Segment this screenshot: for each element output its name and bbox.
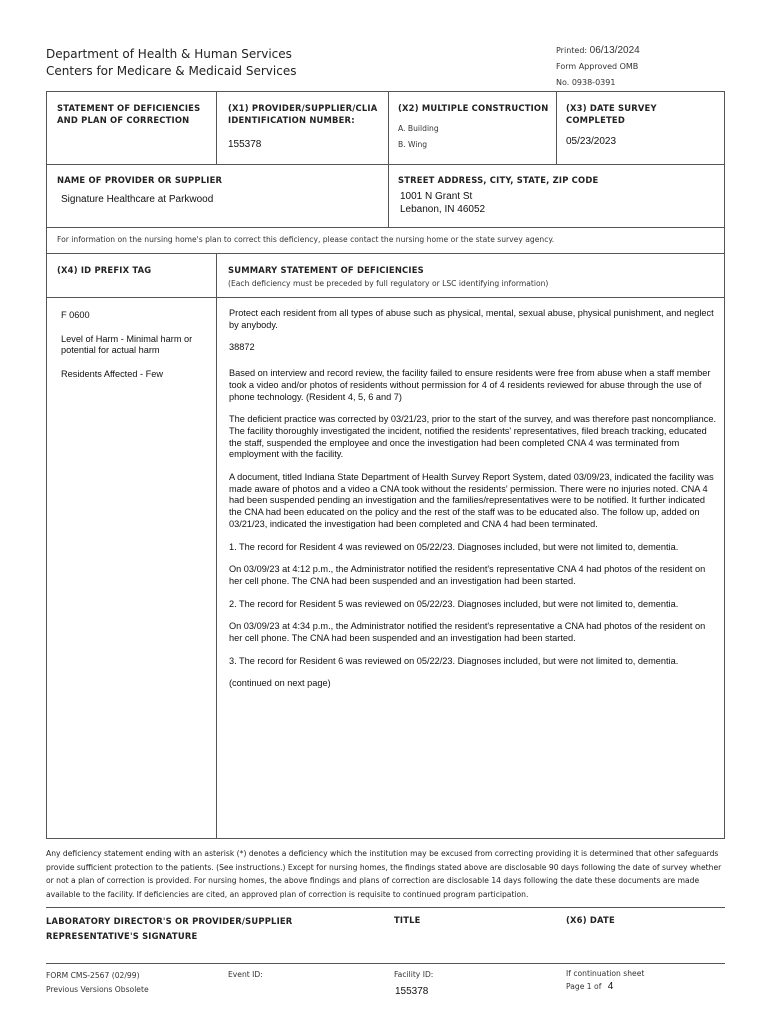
agency-header	[46, 46, 296, 80]
paragraph: A document, titled Indiana State Department of Health Survey Report System, dated 03/09/23, indicated the facility was made aware of photos and a video a CNA took without the residents' permission. There were no injuries noted. CNA 4 had been suspended pending an investigation and the families/representatives were to be notified. It further indicated the CNA had been educated on the policy and the rest of the staff was to be educated also. The follow up, added on 03/21/23, indicated the investigation had been completed and CNA 4 had been terminated.	[229, 472, 714, 529]
address-line-2: Lebanon, IN 46052	[400, 204, 486, 215]
paragraph: 2. The record for Resident 5 was reviewed on 05/22/23. Diagnoses included, but were not limited to, dementia.	[229, 598, 679, 609]
summary-sublabel: (Each deficiency must be preceded by full regulatory or LSC identifying information)	[228, 279, 549, 288]
form-approved-text: Form Approved OMB	[556, 62, 639, 71]
address-label: STREET ADDRESS, CITY, STATE, ZIP CODE	[398, 175, 599, 185]
title-label: TITLE	[394, 915, 421, 925]
paragraph: 1. The record for Resident 4 was reviewed on 05/22/23. Diagnoses included, but were not limited to, dementia.	[229, 541, 679, 552]
facility-id-value: 155378	[395, 986, 429, 997]
x2-wing: B. Wing	[398, 140, 428, 149]
x1-label: (X1) PROVIDER/SUPPLIER/CLIA IDENTIFICATION NUMBER:	[228, 103, 378, 125]
residents-affected: Residents Affected - Few	[61, 369, 163, 380]
info-line: For information on the nursing home's plan to correct this deficiency, please contact the nursing home or the state survey agency.	[57, 235, 555, 244]
address-line-1: 1001 N Grant St	[400, 191, 473, 202]
event-id-label: Event ID:	[228, 970, 263, 979]
harm-level: Level of Harm - Minimal harm or potential for actual harm	[61, 333, 193, 356]
paragraph: On 03/09/23 at 4:12 p.m., the Administrator notified the resident's representative CNA 4 had photos of the resident on her cell phone. The CNA had been suspended and an investigation had been started.	[229, 564, 706, 586]
x3-survey-date: 05/23/2023	[566, 136, 617, 147]
paragraph: 3. The record for Resident 6 was reviewed on 05/22/23. Diagnoses included, but were not limited to, dementia.	[229, 655, 679, 666]
x1-provider-number: 155378	[228, 139, 262, 150]
x2-label: (X2) MULTIPLE CONSTRUCTION	[398, 103, 549, 113]
previous-versions: Previous Versions Obsolete	[46, 985, 149, 994]
form-approval-block	[556, 44, 640, 89]
x3-label: (X3) DATE SURVEY COMPLETED	[566, 103, 657, 125]
form-info	[46, 969, 149, 997]
tag-column	[61, 310, 211, 381]
director-signature-label: LABORATORY DIRECTOR'S OR PROVIDER/SUPPLIER REPRESENTATIVE'S SIGNATURE	[46, 916, 293, 941]
page-label: Page 1 of	[566, 982, 602, 991]
paragraph: On 03/09/23 at 4:34 p.m., the Administrator notified the resident's representative a CNA had photos of the resident on her cell phone. The CNA had been suspended and an investigation had been started.	[229, 621, 706, 644]
dept-line-1: Department of Health & Human Services	[46, 47, 292, 61]
provider-name: Signature Healthcare at Parkwood	[61, 194, 214, 205]
page-info	[566, 967, 644, 993]
deficiency-statement	[229, 308, 717, 701]
printed-label: Printed:	[556, 46, 588, 55]
paragraph: Protect each resident from all types of abuse such as physical, mental, sexual abuse, physical punishment, and neglect by anybody.	[229, 308, 714, 330]
paragraph: 38872	[229, 342, 255, 353]
printed-date: 06/13/2024	[589, 45, 640, 56]
provider-name-label: NAME OF PROVIDER OR SUPPLIER	[57, 175, 223, 185]
dept-line-2: Centers for Medicare & Medicaid Services	[46, 64, 297, 78]
x4-label: (X4) ID PREFIX TAG	[57, 265, 152, 275]
x2-building: A. Building	[398, 124, 439, 133]
paragraph: Based on interview and record review, the facility failed to ensure residents were free from abuse when a staff member took a video and/or photos of residents without permission for 4 of 4 residents reviewed for abuse through the use of phone technology. (Resident 4, 5, 6 and 7)	[229, 368, 711, 402]
page-total: 4	[607, 981, 614, 992]
statement-label: STATEMENT OF DEFICIENCIES AND PLAN OF CORRECTION	[57, 103, 201, 125]
continued-note: (continued on next page)	[229, 678, 331, 689]
facility-id-label: Facility ID:	[394, 970, 434, 979]
form-number: FORM CMS-2567 (02/99)	[46, 971, 140, 980]
disclaimer-text: Any deficiency statement ending with an asterisk (*) denotes a deficiency which the institution may be excused from correcting providing it is determined that other safeguards provide sufficient protection to the patients. (See instructions.) Except for nursing homes, the findings stated above are disclosable 90 days following the date of survey whether or not a plan of correction is provided. For nursing homes, the above findings and plans of correction are disclosable 14 days following the date these documents are made available to the facility. If deficiencies are cited, an approved plan of correction is requisite to continued program participation.	[46, 849, 722, 899]
continuation-text: If continuation sheet	[566, 969, 645, 978]
omb-number: No. 0938-0391	[556, 78, 616, 87]
tag-code: F 0600	[61, 310, 90, 320]
summary-label: SUMMARY STATEMENT OF DEFICIENCIES	[228, 265, 424, 275]
paragraph: The deficient practice was corrected by 03/21/23, prior to the start of the survey, and was therefore past noncompliance. The facility thoroughly investigated the incident, notified the residents' representatives, filed breach tracking, educated the staff, suspended the employee and once the investigation had been completed CNA 4 was terminated from employment with the facility.	[229, 414, 717, 460]
x6-date-label: (X6) DATE	[566, 915, 615, 925]
